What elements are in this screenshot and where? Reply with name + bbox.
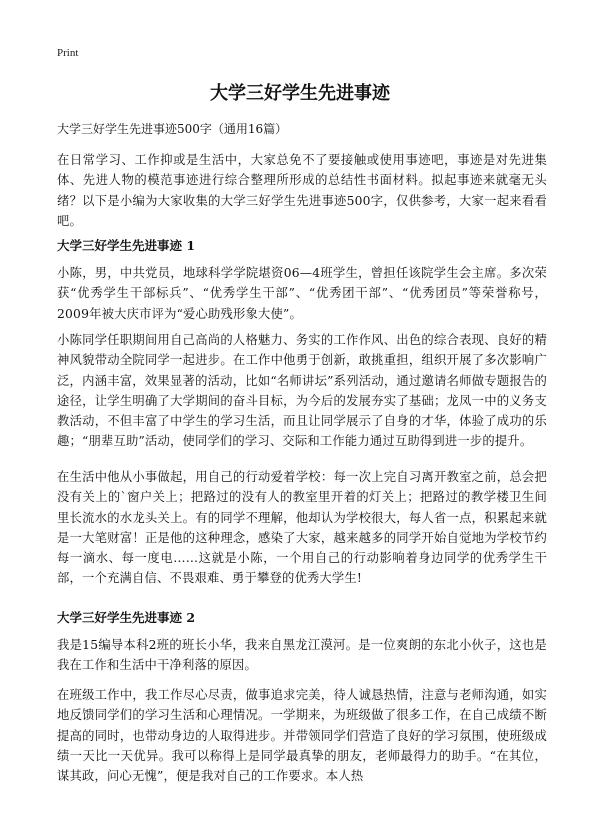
section-2-paragraph-1: 我是15编导本科2班的班长小华，我来自黑龙江漠河。是一位爽朗的东北小伙子，这也是我在工作和生活中干净利落的原因。 (57, 638, 547, 673)
print-link[interactable]: Print (57, 47, 79, 59)
document-title: 大学三好学生先进事迹 (210, 83, 390, 104)
section-1-paragraph-1: 小陈，男，中共党员，地球科学学院堪资06—4班学生，曾担任该院学生会主席。多次荣获“优秀学生干部标兵”、“优秀学生干部”、“优秀团干部”、“优秀团员”等荣誉称号，2009年被大庆市评为“爱心助残形象大使”。 (57, 266, 547, 321)
section-heading-2: 大学三好学生先进事迹 2 (57, 610, 196, 625)
section-1-paragraph-3: 在生活中他从小事做起，用自己的行动爱着学校：每一次上完自习离开教室之前，总会把没有关上的`窗户关上；把路过的没有人的教室里开着的灯关上；把路过的教学楼卫生间里长流水的水龙头关上。有的同学不理解，他却认为学校很大，每人省一点，积累起来就是一大笔财富！正是他的这种理念，感染了大家，越来越多的同学开始自觉地为学校节约每一滴水、每一度电……这就是小陈，一个用自己的行动影响着身边同学的优秀学生干部，一个充满自信、不畏艰难、勇于攀登的优秀大学生! (57, 470, 547, 586)
section-heading-1: 大学三好学生先进事迹 1 (57, 238, 196, 253)
intro-paragraph: 在日常学习、工作抑或是生活中，大家总免不了要接触或使用事迹吧，事迹是对先进集体、先进人物的模范事迹进行综合整理所形成的总结性书面材料。拟起事迹来就毫无头绪？以下是小编为大家收集的大学三好学生先进事迹500字，仅供参考，大家一起来看看吧。 (57, 153, 547, 228)
section-2-paragraph-2: 在班级工作中，我工作尽心尽责，做事追求完美，待人诚恳热情，注意与老师沟通，如实地反馈同学们的学习生活和心理情况。一学期来，为班级做了很多工作，在自己成绩不断提高的同时，也带动身边的人取得进步。并带领同学们营造了良好的学习氛围，使班级成绩一天比一天优异。我可以称得上是同学最真挚的朋友，老师最得力的助手。“在其位，谋其政，问心无愧”，便是我对自己的工作要求。本人热 (57, 688, 547, 784)
section-1-paragraph-2: 小陈同学任职期间用自己高尚的人格魅力、务实的工作作风、出色的综合表现、良好的精神风貌带动全院同学一起进步。在工作中他勇于创新，敢挑重担，组织开展了多次影响广泛，内涵丰富，效果显著的活动，比如“名师讲坛”系列活动，通过邀请名师做专题报告的途径，让学生明确了大学期间的奋斗目标，为今后的发展夯实了基础；龙凤一中的义务支教活动，不但丰富了中学生的学习生活，而且让同学展示了自身的才华，体验了成功的乐趣；“朋辈互助”活动，使同学们的学习、交际和工作能力通过互助得到进一步的提升。 (57, 333, 547, 449)
document-subtitle: 大学三好学生先进事迹500字（通用16篇） (57, 122, 288, 136)
